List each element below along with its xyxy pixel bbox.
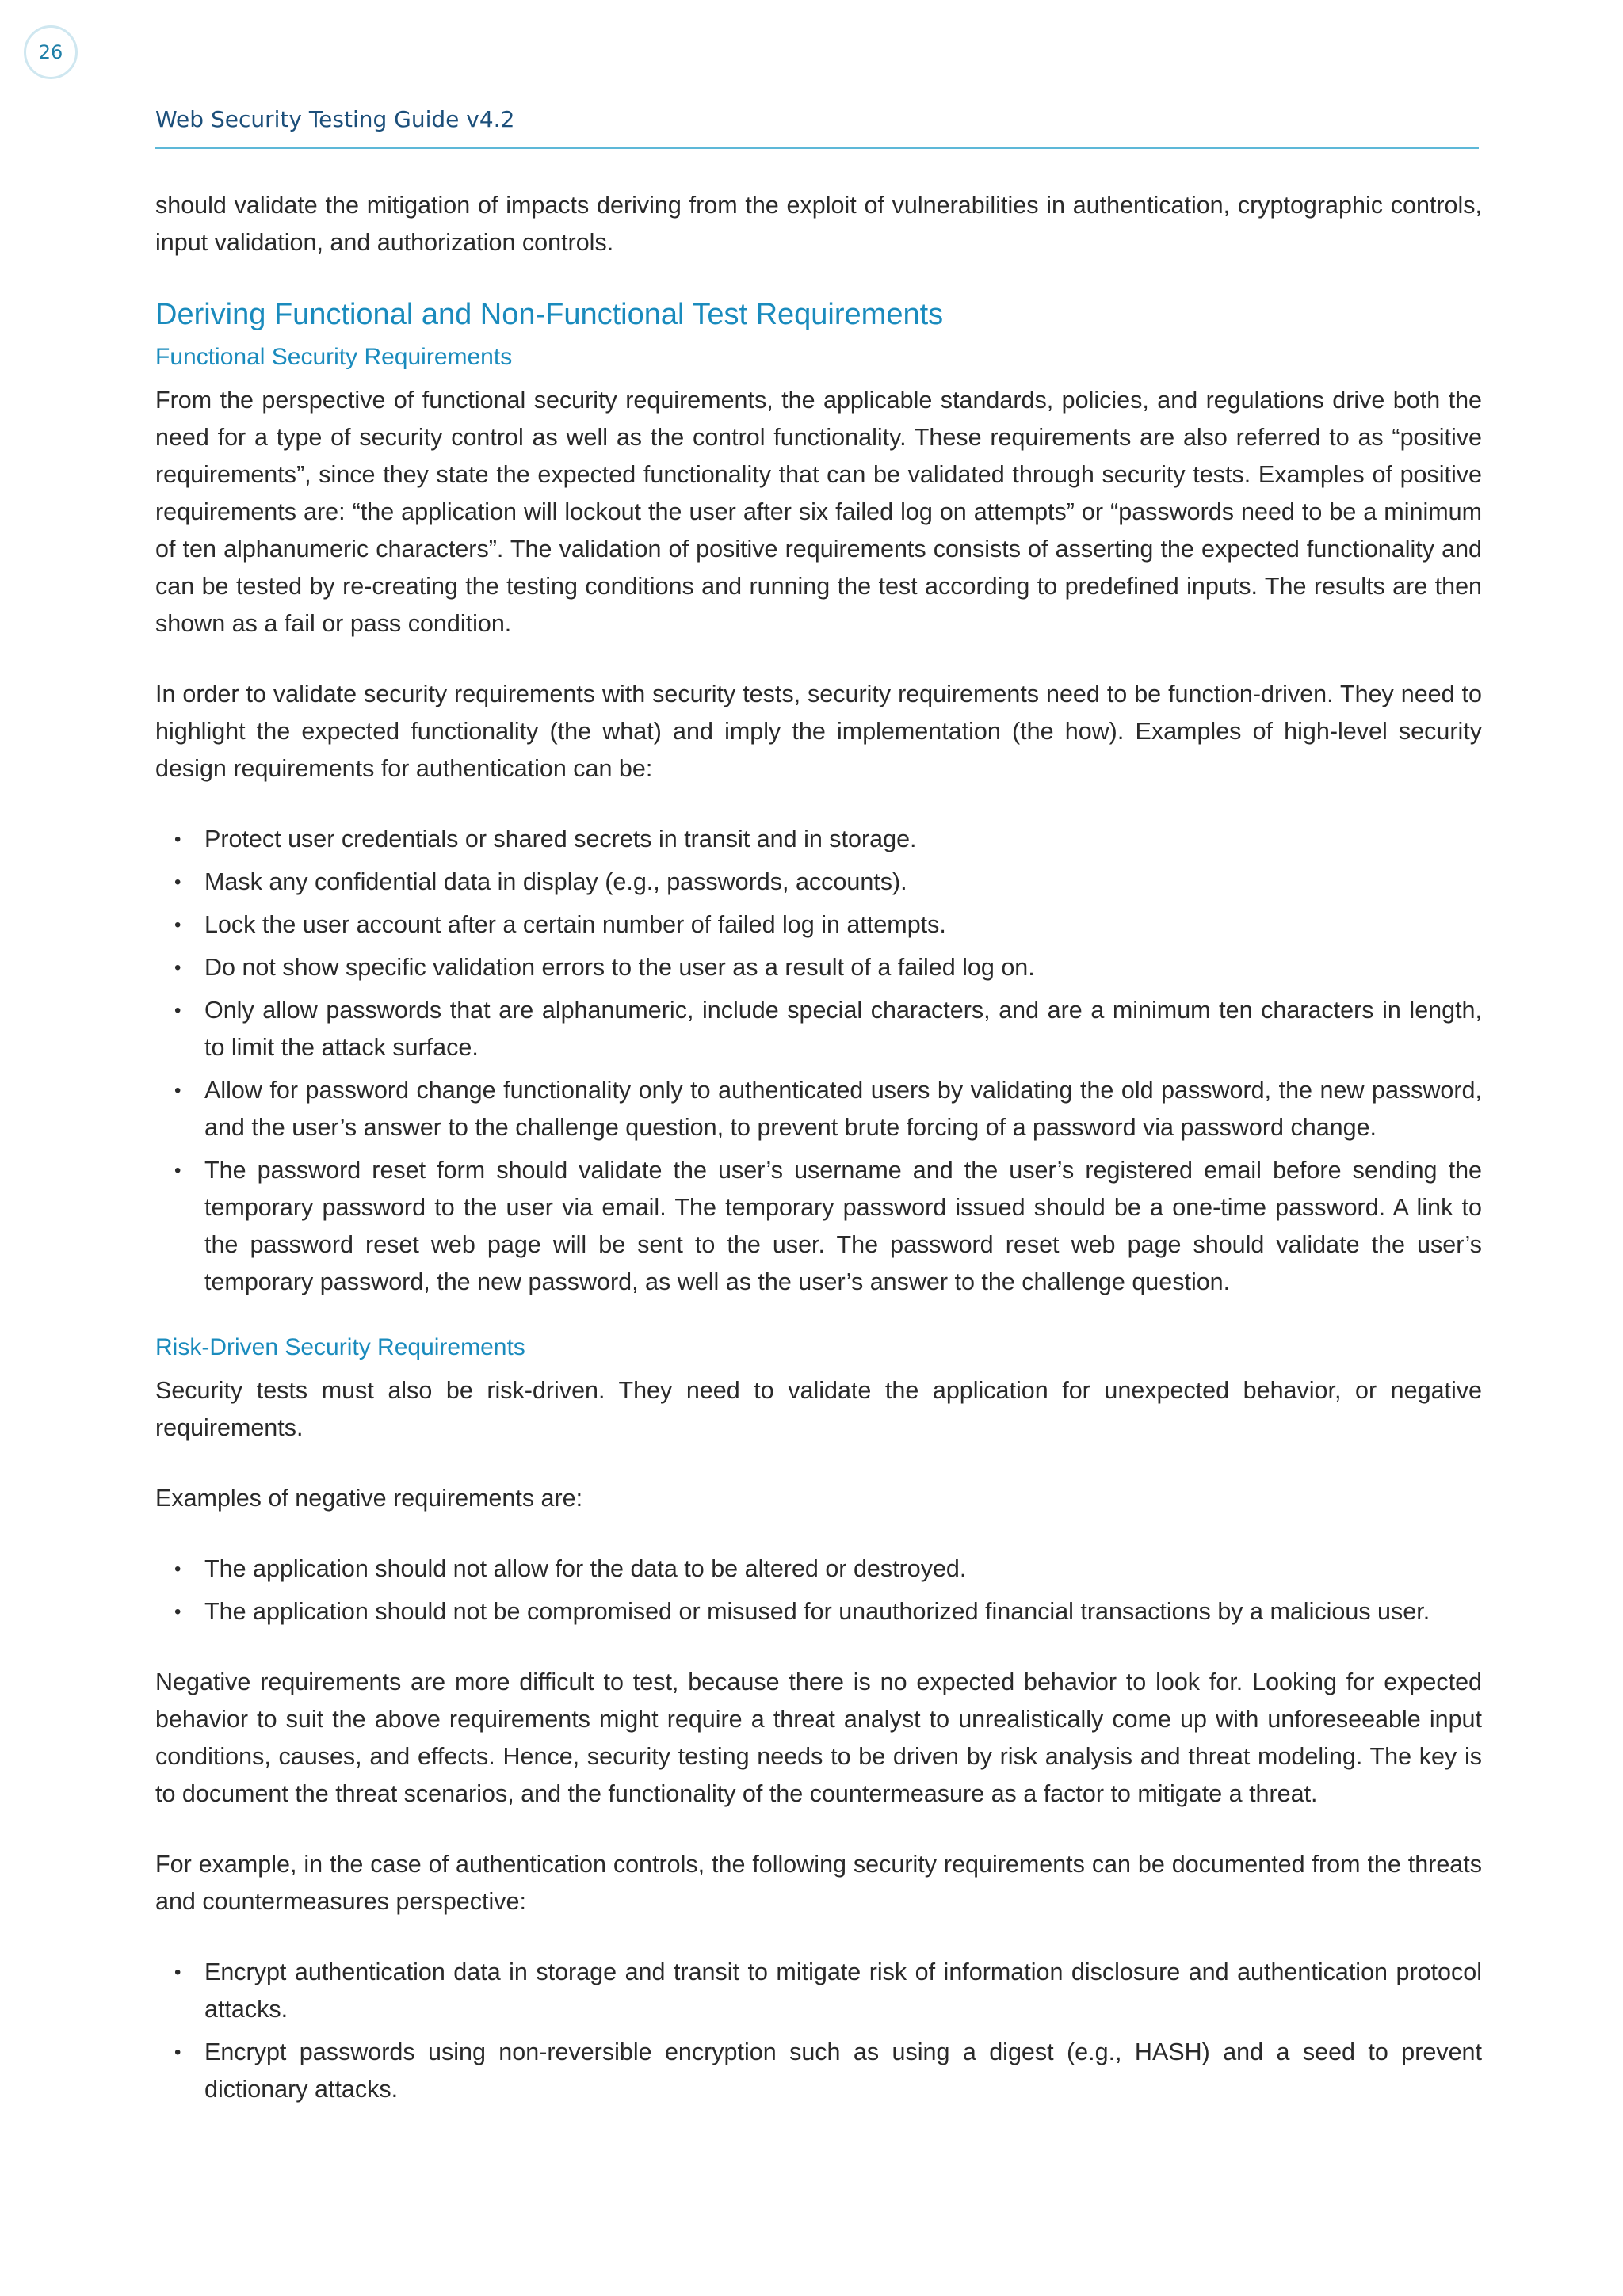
risk-paragraph-2: Examples of negative requirements are: [155,1485,583,1512]
list-item: • The application should not be compromised or misused for unauthorized financial transactions by a malicious user. [155,1593,1482,1630]
bullet-icon: • [174,1601,181,1623]
functional-requirements-heading: Functional Security Requirements [155,344,513,370]
page-content [155,187,1482,2142]
countermeasure-list [155,1954,1482,2108]
bullet-icon: • [174,2042,181,2063]
list-item: • The application should not allow for the data to be altered or destroyed. [155,1550,1482,1588]
section-heading: Deriving Functional and Non-Functional Test Requirements [155,298,944,331]
risk-paragraph-1: Security tests must also be risk-driven. They need to validate the application for unexpected behavior, or negative requirements. [155,1377,1482,1441]
list-item: • Allow for password change functionality only to authenticated users by validating the old password, the new password, and the user’s answer to the challenge question, to prevent brute forcing of a password via password change. [155,1072,1482,1146]
functional-paragraph-1: From the perspective of functional security requirements, the applicable standards, policies, and regulations drive both the need for a type of security control as well as the control functionality. These requirements are also referred to as “positive requirements”, since they state the expected functionality that can be validated through security tests. Examples of positive requirements are: “the application will lockout the user after six failed log on attempts” or “passwords need to be a minimum of ten alphanumeric characters”. The validation of positive requirements consists of asserting the expected functionality and can be tested by re-creating the testing conditions and running the test according to predefined inputs. The results are then shown as a fail or pass condition. [155,387,1482,637]
bullet-icon: • [174,914,181,936]
list-item: • The password reset form should validate the user’s username and the user’s registered email before sending the temporary password to the user via email. The temporary password issued should be a one-time password. A link to the password reset web page will be sent to the user. The password reset web page should validate the user’s temporary password, the new password, as well as the user’s answer to the challenge question. [155,1152,1482,1301]
list-item: • Do not show specific validation errors to the user as a result of a failed log on. [155,949,1482,986]
bullet-icon: • [174,957,181,978]
bullet-icon: • [174,1000,181,1021]
intro-continuation-paragraph: should validate the mitigation of impacts deriving from the exploit of vulnerabilities in authentication, cryptographic controls, input validation, and authorization controls. [155,192,1482,256]
list-item: • Mask any confidential data in display (e.g., passwords, accounts). [155,864,1482,901]
risk-paragraph-4: For example, in the case of authentication controls, the following security requirements can be documented from the threats and countermeasures perspective: [155,1851,1482,1915]
bullet-icon: • [174,1160,181,1181]
bullet-icon: • [174,1962,181,1983]
list-item: • Only allow passwords that are alphanumeric, include special characters, and are a minimum ten characters in length, to limit the attack surface. [155,992,1482,1066]
risk-paragraph-3: Negative requirements are more difficult to test, because there is no expected behavior to look for. Looking for expected behavior to suit the above requirements might require a threat analyst to unrealistically come up with unforeseeable input conditions, causes, and effects. Hence, security testing needs to be driven by risk analysis and threat modeling. The key is to document the threat scenarios, and the functionality of the countermeasure as a factor to mitigate a threat. [155,1669,1482,1807]
list-item: • Encrypt authentication data in storage and transit to mitigate risk of information disclosure and authentication protocol attacks. [155,1954,1482,2028]
negative-requirements-list [155,1550,1482,1630]
list-item: • Protect user credentials or shared secrets in transit and in storage. [155,821,1482,858]
bullet-icon: • [174,1080,181,1101]
header-divider [155,147,1479,149]
list-item: • Encrypt passwords using non-reversible encryption such as using a digest (e.g., HASH) and a seed to prevent dictionary attacks. [155,2034,1482,2108]
bullet-icon: • [174,829,181,850]
functional-bullet-list [155,821,1482,1301]
page-number: 26 [38,41,63,63]
list-item: • Lock the user account after a certain number of failed log in attempts. [155,906,1482,944]
page-number-badge [24,25,78,79]
bullet-icon: • [174,871,181,893]
bullet-icon: • [174,1558,181,1580]
risk-requirements-heading: Risk-Driven Security Requirements [155,1334,525,1360]
functional-paragraph-2: In order to validate security requirements with security tests, security requirements need to be function-driven. They need to highlight the expected functionality (the what) and imply the implementation (the how). Examples of high-level security design requirements for authentication can be: [155,681,1482,782]
running-header-title: Web Security Testing Guide v4.2 [155,106,515,132]
